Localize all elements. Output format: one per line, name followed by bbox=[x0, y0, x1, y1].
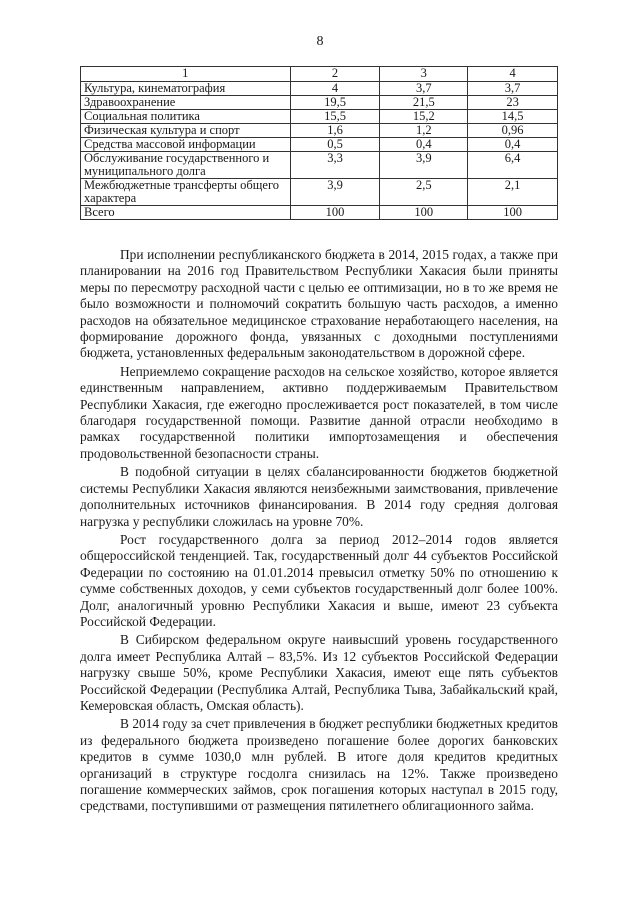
table-row bbox=[81, 138, 558, 152]
paragraph: В 2014 году за счет привлечения в бюджет республики бюджетных кредитов из федерального бюджета произведено погашение более дорогих банковских кредитов в сумме 1030,0 млн рублей. В итоге доля кредитов кредитных организаций в структуре госдолга снизилась на 12%. Также произведено погашение коммерческих займов, срок погашения которых наступал в 2015 году, средствами, поступившими от размещения пятилетнего облигационного займа. bbox=[80, 716, 558, 814]
body-text bbox=[80, 247, 558, 817]
paragraph: При исполнении республиканского бюджета в 2014, 2015 годах, а также при планировании на 2016 год Правительством Республики Хакасия были приняты меры по пересмотру расходной части с целью ее оптимизации, но в то же время не было возможности и полномочий сократить большую часть расходов, а именно расходов на обязательное медицинское страхование неработающего населения, на формирование дорожного фонда, увязанных с доходными поступлениями бюджета, установленных федеральным законодательством в дорожной сфере. bbox=[80, 247, 558, 361]
row-value: 0,4 bbox=[380, 138, 468, 152]
table-row bbox=[81, 110, 558, 124]
row-value: 0,5 bbox=[290, 138, 380, 152]
paragraph: В подобной ситуации в целях сбалансированности бюджетов бюджетной системы Республики Хакасия являются неизбежными заимствования, привлечение дополнительных источников финансирования. В 2014 году средняя долговая нагрузка у республики сложилась на уровне 70%. bbox=[80, 464, 558, 529]
table-row bbox=[81, 179, 558, 206]
paragraph: Рост государственного долга за период 2012–2014 годов является общероссийской тенденцией. Так, государственный долг 44 субъектов Российской Федерации по состоянию на 01.01.2014 превысил отметку 50% по отношению к сумме собственных доходов, у семи субъектов государственный долг более 100%. Долг, аналогичный уровню Республики Хакасия и выше, имеют 23 субъекта Российской Федерации. bbox=[80, 531, 558, 629]
row-label: Всего bbox=[81, 206, 291, 220]
row-value: 15,2 bbox=[380, 110, 468, 124]
row-label: Здравоохранение bbox=[81, 96, 291, 110]
page-number: 8 bbox=[316, 34, 324, 49]
table-row bbox=[81, 96, 558, 110]
row-value: 0,4 bbox=[468, 138, 558, 152]
row-value: 3,7 bbox=[380, 82, 468, 96]
row-value: 19,5 bbox=[290, 96, 380, 110]
row-value: 3,9 bbox=[380, 152, 468, 179]
row-value: 100 bbox=[290, 206, 380, 220]
table-row bbox=[81, 124, 558, 138]
row-value: 23 bbox=[468, 96, 558, 110]
paragraph: В Сибирском федеральном округе наивысший уровень государственного долга имеет Республика Алтай – 83,5%. Из 12 субъектов Российской Федерации нагрузку свыше 50%, кроме Республики Хакасия, имеют еще пять субъектов Российской Федерации (Республика Алтай, Республика Тыва, Забайкальский край, Кемеровская область, Омская область). bbox=[80, 632, 558, 713]
row-value: 100 bbox=[468, 206, 558, 220]
row-value: 4 bbox=[290, 82, 380, 96]
row-value: 15,5 bbox=[290, 110, 380, 124]
row-value: 2,1 bbox=[468, 179, 558, 206]
row-value: 0,96 bbox=[468, 124, 558, 138]
row-label: Обслуживание государственного и муниципального долга bbox=[81, 152, 291, 179]
row-value: 3,3 bbox=[290, 152, 380, 179]
budget-structure-table bbox=[80, 66, 558, 220]
row-value: 21,5 bbox=[380, 96, 468, 110]
table-header-cell: 2 bbox=[290, 67, 380, 82]
row-value: 3,7 bbox=[468, 82, 558, 96]
row-label: Социальная политика bbox=[81, 110, 291, 124]
paragraph: Неприемлемо сокращение расходов на сельское хозяйство, которое является единственным направлением, активно поддерживаемым Правительством Республики Хакасия, где ежегодно прослеживается рост показателей, в том числе благодаря государственной помощи. Развитие данной отрасли необходимо в рамках государственной политики импортозамещения и обеспечения продовольственной безопасности страны. bbox=[80, 363, 558, 461]
row-label: Культура, кинематография bbox=[81, 82, 291, 96]
table-header-cell: 4 bbox=[468, 67, 558, 82]
row-value: 100 bbox=[380, 206, 468, 220]
table-row bbox=[81, 82, 558, 96]
row-value: 6,4 bbox=[468, 152, 558, 179]
table-header-cell: 1 bbox=[81, 67, 291, 82]
row-value: 1,2 bbox=[380, 124, 468, 138]
table-total-row bbox=[81, 206, 558, 220]
table-row bbox=[81, 152, 558, 179]
row-value: 1,6 bbox=[290, 124, 380, 138]
table-header-row bbox=[81, 67, 558, 82]
table-header-cell: 3 bbox=[380, 67, 468, 82]
row-value: 2,5 bbox=[380, 179, 468, 206]
row-value: 3,9 bbox=[290, 179, 380, 206]
row-value: 14,5 bbox=[468, 110, 558, 124]
row-label: Средства массовой информации bbox=[81, 138, 291, 152]
row-label: Межбюджетные трансферты общего характера bbox=[81, 179, 291, 206]
row-label: Физическая культура и спорт bbox=[81, 124, 291, 138]
